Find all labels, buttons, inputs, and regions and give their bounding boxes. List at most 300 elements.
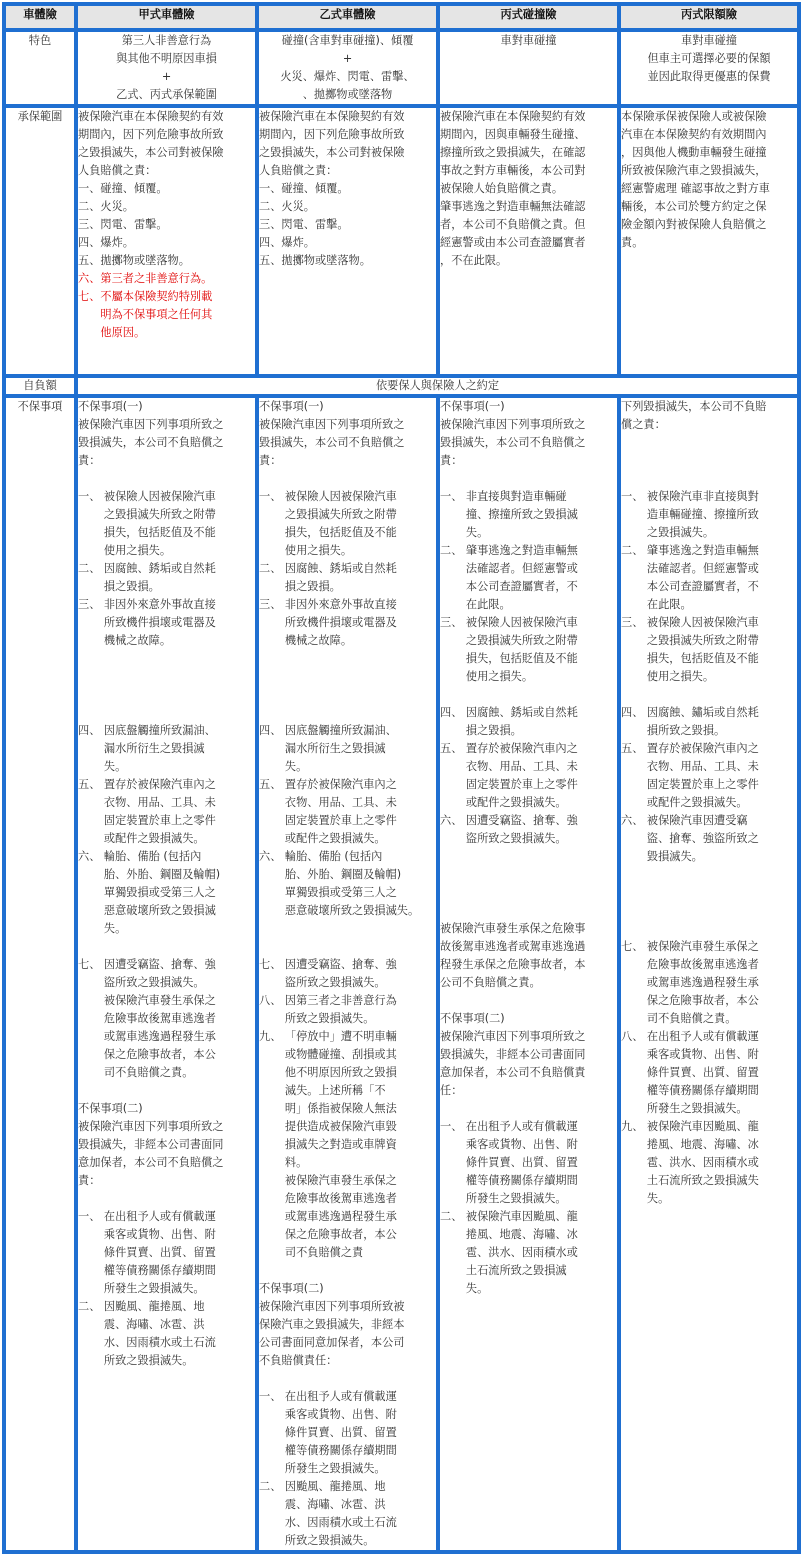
text-line: 或配件之毀損滅失。 xyxy=(78,832,205,845)
text-line xyxy=(78,650,255,668)
text-line: 盜所致之毀損滅失。 xyxy=(259,976,386,989)
text-line: 四、 因底盤觸撞所致漏油、 xyxy=(78,724,216,737)
text-line: 所致之毀損滅失。 xyxy=(259,1534,375,1547)
deductible-value: 依要保人與保險人之約定 xyxy=(76,376,799,396)
text-line: 權等債務關係存續期間 xyxy=(259,1444,397,1457)
exclusion-block xyxy=(621,488,797,686)
text-line: 或配件之毀損滅失。 xyxy=(621,796,748,809)
exclusion-block xyxy=(78,938,255,956)
text-line xyxy=(621,902,797,920)
text-line: 被保險人始負賠償之責。 xyxy=(440,182,564,195)
text-line: 固定裝置於車上之零件 xyxy=(621,778,759,791)
text-line: 不保事項(二) xyxy=(440,1012,505,1025)
text-line: 乘客或貨物、出售、附 xyxy=(621,1048,759,1061)
text-line: 九、 被保險汽車因颱風、龍 xyxy=(621,1120,759,1133)
text-line: 意加保者，本公司不負賠償之 xyxy=(78,1156,224,1169)
text-line: 八、 因第三者之非善意行為 xyxy=(259,994,397,1007)
coverage-label: 承保範圍 xyxy=(4,106,76,376)
text-line: 肇事逃逸之對造車輛無法確認 xyxy=(440,200,586,213)
text-line: 一、碰撞、傾覆。 xyxy=(259,182,349,195)
exclusions-cell-3 xyxy=(619,396,799,1552)
text-line: 二、 因腐蝕、銹垢或自然耗 xyxy=(259,562,397,575)
coverage-cell-2 xyxy=(438,106,619,376)
text-line: 一、 被保險汽車非直接與對 xyxy=(621,490,759,503)
text-line: 人負賠償之責： xyxy=(259,164,338,177)
text-line: 損失，包括貶值及不能 xyxy=(621,652,759,665)
text-line: 被保險汽車因下列事項所致之 xyxy=(440,1030,586,1043)
text-line: 本公司查證屬實者，不 xyxy=(440,580,578,593)
text-line: 被保險汽車發生承保之危險事 xyxy=(440,922,586,935)
text-line: 毀損滅失，非經本公司書面同 xyxy=(440,1048,586,1061)
features-cell-3 xyxy=(619,30,799,106)
text-line: 不保事項(二) xyxy=(259,1282,324,1295)
text-line: 在此限。 xyxy=(440,598,511,611)
text-line: 單獨毀損或受第三人之 xyxy=(78,886,216,899)
text-line: 或駕車逃逸過程發生承 xyxy=(621,976,759,989)
text-line: 期間內，因下列危險事故所致 xyxy=(259,128,405,141)
text-line: 滅失。上述所稱「不 xyxy=(259,1084,386,1097)
text-line: 六、 輪胎、備胎 (包括內 xyxy=(78,850,202,863)
text-line: 期間內，因與車輛發生碰撞、 xyxy=(440,128,586,141)
text-line xyxy=(440,686,617,704)
text-line: 捲風、地震、海嘯、冰 xyxy=(621,1138,759,1151)
text-line: 被保險汽車因下列事項所致之 xyxy=(440,418,586,431)
exclusion-block xyxy=(78,956,255,1082)
text-line: 捲風、地震、海嘯、冰 xyxy=(440,1228,578,1241)
text-line: 司不負賠償之責。 xyxy=(621,1012,737,1025)
text-line: 一、碰撞、傾覆。 xyxy=(78,182,168,195)
text-line: + xyxy=(342,52,353,65)
text-line: 經憲警處理 確認事故之對方車 xyxy=(621,182,770,195)
text-line: 四、爆炸。 xyxy=(259,236,315,249)
text-line: 造車輛碰撞、擦撞所致 xyxy=(621,508,759,521)
text-line: 汽車在本保險契約有效期間內 xyxy=(621,128,767,141)
text-line: 經憲警或由本公司查證屬實者 xyxy=(440,236,586,249)
text-line: 或配件之毀損滅失。 xyxy=(440,796,567,809)
exclusion-block xyxy=(440,704,617,848)
exclusions-cell-1 xyxy=(257,396,438,1552)
text-line xyxy=(621,470,797,488)
text-line: 毀損滅失。 xyxy=(621,850,703,863)
exclusion-block xyxy=(440,686,617,704)
text-line: 七、 因遭受竊盜、搶奪、強 xyxy=(78,958,216,971)
exclusion-block xyxy=(78,1082,255,1100)
text-line: 二、火災。 xyxy=(259,200,315,213)
text-line: 被保險汽車因下列事項所致被 xyxy=(259,1300,405,1313)
text-line: 並因此取得更優惠的保費 xyxy=(647,70,771,83)
text-line: 者，本公司不負賠償之責。但 xyxy=(440,218,586,231)
text-line: 所發生之毀損滅失。 xyxy=(440,1192,567,1205)
text-line: 之毀損滅失所致之附帶 xyxy=(621,634,759,647)
text-line: ，因與他人機動車輛發生碰撞 xyxy=(621,146,767,159)
text-line: 但車主可選擇必要的保額 xyxy=(647,52,771,65)
text-line xyxy=(259,704,436,722)
text-line: 危險事故後駕車逃逸者 xyxy=(78,1012,216,1025)
text-line: 損失，包括貶值及不能 xyxy=(78,526,216,539)
text-line: 水、因雨積水或土石流 xyxy=(259,1516,397,1529)
text-line: 失。 xyxy=(78,922,127,935)
text-line: 失。 xyxy=(78,760,127,773)
text-line: 六、 輪胎、備胎 (包括內 xyxy=(259,850,383,863)
text-line: 固定裝置於車上之零件 xyxy=(440,778,578,791)
text-line: 被保險汽車因下列事項所致之 xyxy=(78,1120,224,1133)
header-type-a: 甲式車體險 xyxy=(76,4,257,30)
text-line: 二、 因颱風、龍捲風、地 xyxy=(259,1480,386,1493)
text-line xyxy=(440,902,617,920)
text-line: 盜、搶奪、強盜所致之 xyxy=(621,832,759,845)
exclusion-block xyxy=(259,722,436,920)
header-type-c-limited: 丙式限額險 xyxy=(619,4,799,30)
exclusion-block xyxy=(440,1010,617,1100)
text-line: 保之危險事故者，本公 xyxy=(259,1228,397,1241)
text-line: 毀損滅失，本公司不負賠償之 xyxy=(440,436,586,449)
text-line: 損滅失之對造或車牌資 xyxy=(259,1138,397,1151)
text-line: 七、不屬本保險契約特別載 xyxy=(78,290,213,303)
text-line xyxy=(440,1100,617,1118)
text-line: 失。 xyxy=(440,526,489,539)
exclusions-row xyxy=(4,396,799,1552)
text-line: 失。 xyxy=(621,1192,670,1205)
text-line: 危險事故後駕車逃逸者 xyxy=(621,958,759,971)
exclusion-block xyxy=(621,866,797,938)
text-line: 擦撞所致之毀損滅失，在確認 xyxy=(440,146,586,159)
text-line: 不保事項(一) xyxy=(440,400,505,413)
text-line: 提供造成被保險汽車毀 xyxy=(259,1120,397,1133)
text-line xyxy=(259,470,436,488)
text-line: 條件買賣、出質、留置 xyxy=(621,1066,759,1079)
text-line: 八、 在出租予人或有償載運 xyxy=(621,1030,759,1043)
text-line: 所致之毀損滅失。 xyxy=(78,1354,194,1367)
header-row xyxy=(4,4,799,30)
text-line xyxy=(621,434,797,452)
text-line: 所致機件損壞或電器及 xyxy=(259,616,397,629)
text-line: 土石流所致之毀損滅 xyxy=(440,1264,567,1277)
header-car-insurance: 車體險 xyxy=(4,4,76,30)
text-line: 不保事項(一) xyxy=(259,400,324,413)
text-line: 、拋擲物或墜落物 xyxy=(302,88,393,101)
features-cell-0 xyxy=(76,30,257,106)
text-line: 之毀損滅失所致之附帶 xyxy=(259,508,397,521)
features-label: 特色 xyxy=(4,30,76,106)
text-line: 衣物、用品、工具、未 xyxy=(621,760,759,773)
text-line: 責： xyxy=(78,454,101,467)
text-line: 或駕車逃逸過程發生承 xyxy=(78,1030,216,1043)
text-line: 土石流所致之毀損滅失 xyxy=(621,1174,759,1187)
text-line xyxy=(259,668,436,686)
exclusion-block xyxy=(259,1280,436,1370)
text-line: 五、拋擲物或墜落物。 xyxy=(259,254,371,267)
text-line: 三、 非因外來意外事故直接 xyxy=(78,598,216,611)
text-line: 或物體碰撞、刮損或其 xyxy=(259,1048,397,1061)
text-line: 二、 因颱風、龍捲風、地 xyxy=(78,1300,205,1313)
text-line: 漏水所衍生之毀損滅 xyxy=(259,742,386,755)
text-line: 一、 被保險人因被保險汽車 xyxy=(78,490,216,503)
text-line: 一、 在出租予人或有償載運 xyxy=(259,1390,397,1403)
text-line: 二、 因腐蝕、銹垢或自然耗 xyxy=(78,562,216,575)
text-line: 失。 xyxy=(259,760,308,773)
text-line: 權等債務關係存續期間 xyxy=(621,1084,759,1097)
text-line: 毀損滅失，非經本公司書面同 xyxy=(78,1138,224,1151)
text-line: 一、 在出租予人或有償載運 xyxy=(78,1210,216,1223)
text-line: 險金額內對被保險人負賠償之 xyxy=(621,218,767,231)
exclusion-block xyxy=(259,488,436,650)
text-line: 被保險汽車在本保險契約有效 xyxy=(440,110,586,123)
features-row xyxy=(4,30,799,106)
text-line: 毀損滅失，本公司不負賠償之 xyxy=(259,436,405,449)
coverage-comparison-table xyxy=(2,2,801,1554)
coverage-cell-0 xyxy=(76,106,257,376)
text-line xyxy=(78,1190,255,1208)
text-line: 或配件之毀損滅失。 xyxy=(259,832,386,845)
header-type-c-collision: 丙式碰撞險 xyxy=(438,4,619,30)
text-line: 六、第三者之非善意行為。 xyxy=(78,272,213,285)
text-line: 條件買賣、出質、留置 xyxy=(440,1156,578,1169)
text-line: 三、 被保險人因被保險汽車 xyxy=(621,616,759,629)
exclusion-block xyxy=(259,398,436,470)
exclusion-block xyxy=(78,398,255,470)
text-line: 他原因。 xyxy=(78,326,146,339)
text-line xyxy=(440,992,617,1010)
text-line: 固定裝置於車上之零件 xyxy=(78,814,216,827)
exclusion-block xyxy=(440,398,617,470)
text-line: 四、爆炸。 xyxy=(78,236,134,249)
text-line xyxy=(78,704,255,722)
text-line: 本保險承保被保險人或被保險 xyxy=(621,110,767,123)
text-line: 損失，包括貶值及不能 xyxy=(259,526,397,539)
exclusion-block xyxy=(440,488,617,686)
text-line: 雹、洪水、因雨積水或 xyxy=(621,1156,759,1169)
text-line: 震、海嘯、冰雹、洪 xyxy=(78,1318,205,1331)
text-line: 償之責： xyxy=(621,418,666,431)
text-line xyxy=(78,470,255,488)
text-line: 九、 「停放中」遭不明車輛 xyxy=(259,1030,397,1043)
text-line: 乘客或貨物、出售、附 xyxy=(440,1138,578,1151)
text-line: 四、 因底盤觸撞所致漏油、 xyxy=(259,724,397,737)
features-cell-2 xyxy=(438,30,619,106)
text-line: 火災、爆炸、閃電、雷擊、 xyxy=(280,70,415,83)
text-line: 程發生承保之危險事故者，本 xyxy=(440,958,586,971)
text-line xyxy=(259,920,436,938)
text-line: 保之危險事故者，本公 xyxy=(78,1048,216,1061)
text-line: 下列毀損滅失，本公司不負賠 xyxy=(621,400,767,413)
text-line: ，不在此限。 xyxy=(440,254,508,267)
text-line: 一、 在出租予人或有償載運 xyxy=(440,1120,578,1133)
exclusion-block xyxy=(621,434,797,488)
text-line: 三、 非因外來意外事故直接 xyxy=(259,598,397,611)
text-line: 與其他不明原因車損 xyxy=(116,52,217,65)
features-cell-1 xyxy=(257,30,438,106)
text-line: 胎、外胎、鋼圈及輪帽) xyxy=(259,868,402,881)
text-line: 五、 置存於被保險汽車內之 xyxy=(259,778,397,791)
text-line: 公司不負賠償之責。 xyxy=(440,976,541,989)
text-line: 使用之損失。 xyxy=(440,670,534,683)
text-line: 盜所致之毀損滅失。 xyxy=(440,832,567,845)
text-line: 所發生之毀損滅失。 xyxy=(259,1462,386,1475)
text-line: 所發生之毀損滅失。 xyxy=(78,1282,205,1295)
text-line: 六、 因遭受竊盜、搶奪、強 xyxy=(440,814,578,827)
exclusion-block xyxy=(259,1370,436,1388)
exclusion-block xyxy=(78,1208,255,1370)
exclusion-block xyxy=(440,848,617,920)
text-line: 明為不保事項之任何其 xyxy=(78,308,213,321)
coverage-cell-1 xyxy=(257,106,438,376)
exclusion-block xyxy=(621,398,797,434)
exclusion-block xyxy=(259,1388,436,1550)
text-line: 之毀損滅失，本公司對被保險 xyxy=(78,146,224,159)
exclusion-block xyxy=(259,470,436,488)
text-line: 五、 置存於被保險汽車內之 xyxy=(621,742,759,755)
text-line: + xyxy=(161,70,172,83)
text-line xyxy=(621,884,797,902)
text-line: 五、 置存於被保險汽車內之 xyxy=(78,778,216,791)
exclusion-block xyxy=(440,470,617,488)
text-line: 本公司查證屬實者，不 xyxy=(621,580,759,593)
text-line: 他不明原因所致之毀損 xyxy=(259,1066,397,1079)
text-line: 不保事項(二) xyxy=(78,1102,143,1115)
text-line: 被保險汽車因下列事項所致之 xyxy=(259,418,405,431)
text-line: 公司書面同意加保者，本公司 xyxy=(259,1336,405,1349)
text-line: 司不負賠償之責 xyxy=(259,1246,364,1259)
text-line: 權等債務關係存續期間 xyxy=(440,1174,578,1187)
text-line: 法確認者。但經憲警或 xyxy=(440,562,578,575)
text-line: 二、 肇事逃逸之對造車輛無 xyxy=(621,544,759,557)
text-line: 五、拋擲物或墜落物。 xyxy=(78,254,190,267)
text-line: 權等債務關係存續期間 xyxy=(78,1264,216,1277)
text-line: 保險汽車之毀損滅失，非經本 xyxy=(259,1318,405,1331)
text-line: 一、 被保險人因被保險汽車 xyxy=(259,490,397,503)
text-line: 被保險汽車發生承保之 xyxy=(78,994,216,1007)
text-line: 輛後，本公司於雙方約定之保 xyxy=(621,200,767,213)
text-line: 危險事故後駕車逃逸者 xyxy=(259,1192,397,1205)
text-line xyxy=(259,1262,436,1280)
text-line: 責。 xyxy=(621,236,644,249)
exclusion-block xyxy=(440,992,617,1010)
text-line xyxy=(259,686,436,704)
text-line: 三、閃電、雷擊。 xyxy=(259,218,349,231)
text-line: 衣物、用品、工具、未 xyxy=(440,760,578,773)
text-line: 條件買賣、出質、留置 xyxy=(259,1426,397,1439)
coverage-cell-3 xyxy=(619,106,799,376)
text-line: 責： xyxy=(440,454,463,467)
exclusions-cell-0 xyxy=(76,396,257,1552)
exclusion-block xyxy=(78,650,255,722)
text-line: 責： xyxy=(78,1174,101,1187)
text-line: 事故之對方車輛後，本公司對 xyxy=(440,164,586,177)
text-line xyxy=(78,686,255,704)
text-line: 人負賠償之責： xyxy=(78,164,157,177)
text-line: 被保險汽車發生承保之 xyxy=(259,1174,397,1187)
text-line: 損之毀損。 xyxy=(78,580,160,593)
text-line xyxy=(440,884,617,902)
text-line: 衣物、用品、工具、未 xyxy=(259,796,397,809)
text-line: 六、 被保險汽車因遭受竊 xyxy=(621,814,748,827)
text-line: 不負賠償責任： xyxy=(259,1354,338,1367)
text-line: 二、 肇事逃逸之對造車輛無 xyxy=(440,544,578,557)
text-line xyxy=(259,1370,436,1388)
deductible-row xyxy=(4,376,799,396)
text-line xyxy=(440,866,617,884)
header-type-b: 乙式車體險 xyxy=(257,4,438,30)
text-line: 之毀損滅失。 xyxy=(621,526,715,539)
coverage-row xyxy=(4,106,799,376)
text-line: 乘客或貨物、出售、附 xyxy=(78,1228,216,1241)
text-line: 第三人非善意行為 xyxy=(121,34,212,47)
text-line: 之毀損滅失所致之附帶 xyxy=(78,508,216,521)
text-line: 料。 xyxy=(259,1156,308,1169)
text-line: 所致機件損壞或電器及 xyxy=(78,616,216,629)
text-line: 損失，包括貶值及不能 xyxy=(440,652,578,665)
text-line: 車對車碰撞 xyxy=(681,34,737,47)
text-line: 機械之故障。 xyxy=(78,634,172,647)
text-line: 震、海嘯、冰雹、洪 xyxy=(259,1498,386,1511)
text-line xyxy=(259,650,436,668)
text-line: 使用之損失。 xyxy=(259,544,353,557)
exclusion-block xyxy=(78,488,255,650)
exclusion-block xyxy=(621,704,797,866)
text-line: 期間內，因下列危險事故所致 xyxy=(78,128,224,141)
text-line: 胎、外胎、鋼圈及輪帽) xyxy=(78,868,221,881)
text-line: 損所致之毀損。 xyxy=(621,724,726,737)
text-line: 乘客或貨物、出售、附 xyxy=(259,1408,397,1421)
text-line: 被保險汽車因下列事項所致之 xyxy=(78,418,224,431)
exclusion-block xyxy=(78,1100,255,1190)
text-line xyxy=(259,938,436,956)
exclusions-label: 不保事項 xyxy=(4,396,76,1552)
deductible-label: 自負額 xyxy=(4,376,76,396)
text-line xyxy=(440,470,617,488)
text-line: 使用之損失。 xyxy=(78,544,172,557)
exclusion-block xyxy=(78,1190,255,1208)
text-line: 法確認者。但經憲警或 xyxy=(621,562,759,575)
exclusion-block xyxy=(440,1100,617,1118)
text-line xyxy=(440,848,617,866)
text-line: 乙式、丙式承保範圍 xyxy=(116,88,217,101)
text-line: 所致之毀損滅失。 xyxy=(259,1012,375,1025)
text-line: 四、 因腐蝕、鏽垢或自然耗 xyxy=(621,706,759,719)
text-line: 損之毀損。 xyxy=(259,580,341,593)
text-line: 惡意破壞所致之毀損滅 xyxy=(78,904,216,917)
text-line: 被保險汽車在本保險契約有效 xyxy=(78,110,224,123)
text-line xyxy=(78,938,255,956)
exclusion-block xyxy=(259,1262,436,1280)
text-line: 二、火災。 xyxy=(78,200,134,213)
exclusion-block xyxy=(621,938,797,1208)
text-line: 雹、洪水、因雨積水或 xyxy=(440,1246,578,1259)
text-line: 漏水所衍生之毀損滅 xyxy=(78,742,205,755)
exclusion-block xyxy=(78,470,255,488)
text-line: 三、 被保險人因被保險汽車 xyxy=(440,616,578,629)
exclusion-block xyxy=(259,920,436,956)
text-line: 水、因雨積水或土石流 xyxy=(78,1336,216,1349)
text-line: 故後駕車逃逸者或駕車逃逸過 xyxy=(440,940,586,953)
text-line: 七、 因遭受竊盜、搶奪、強 xyxy=(259,958,397,971)
text-line: 固定裝置於車上之零件 xyxy=(259,814,397,827)
text-line xyxy=(621,452,797,470)
text-line: 條件買賣、出質、留置 xyxy=(78,1246,216,1259)
text-line: 明」係指被保險人無法 xyxy=(259,1102,397,1115)
text-line: 責： xyxy=(259,454,282,467)
text-line xyxy=(621,686,797,704)
exclusion-block xyxy=(259,650,436,722)
exclusion-block xyxy=(440,1118,617,1298)
exclusion-block xyxy=(78,722,255,938)
exclusions-cell-2 xyxy=(438,396,619,1552)
text-line: 撞、擦撞所致之毀損滅 xyxy=(440,508,578,521)
exclusion-block xyxy=(621,686,797,704)
text-line: 之毀損滅失，本公司對被保險 xyxy=(259,146,405,159)
text-line: 四、 因腐蝕、銹垢或自然耗 xyxy=(440,706,578,719)
text-line: 車對車碰撞 xyxy=(500,34,557,47)
